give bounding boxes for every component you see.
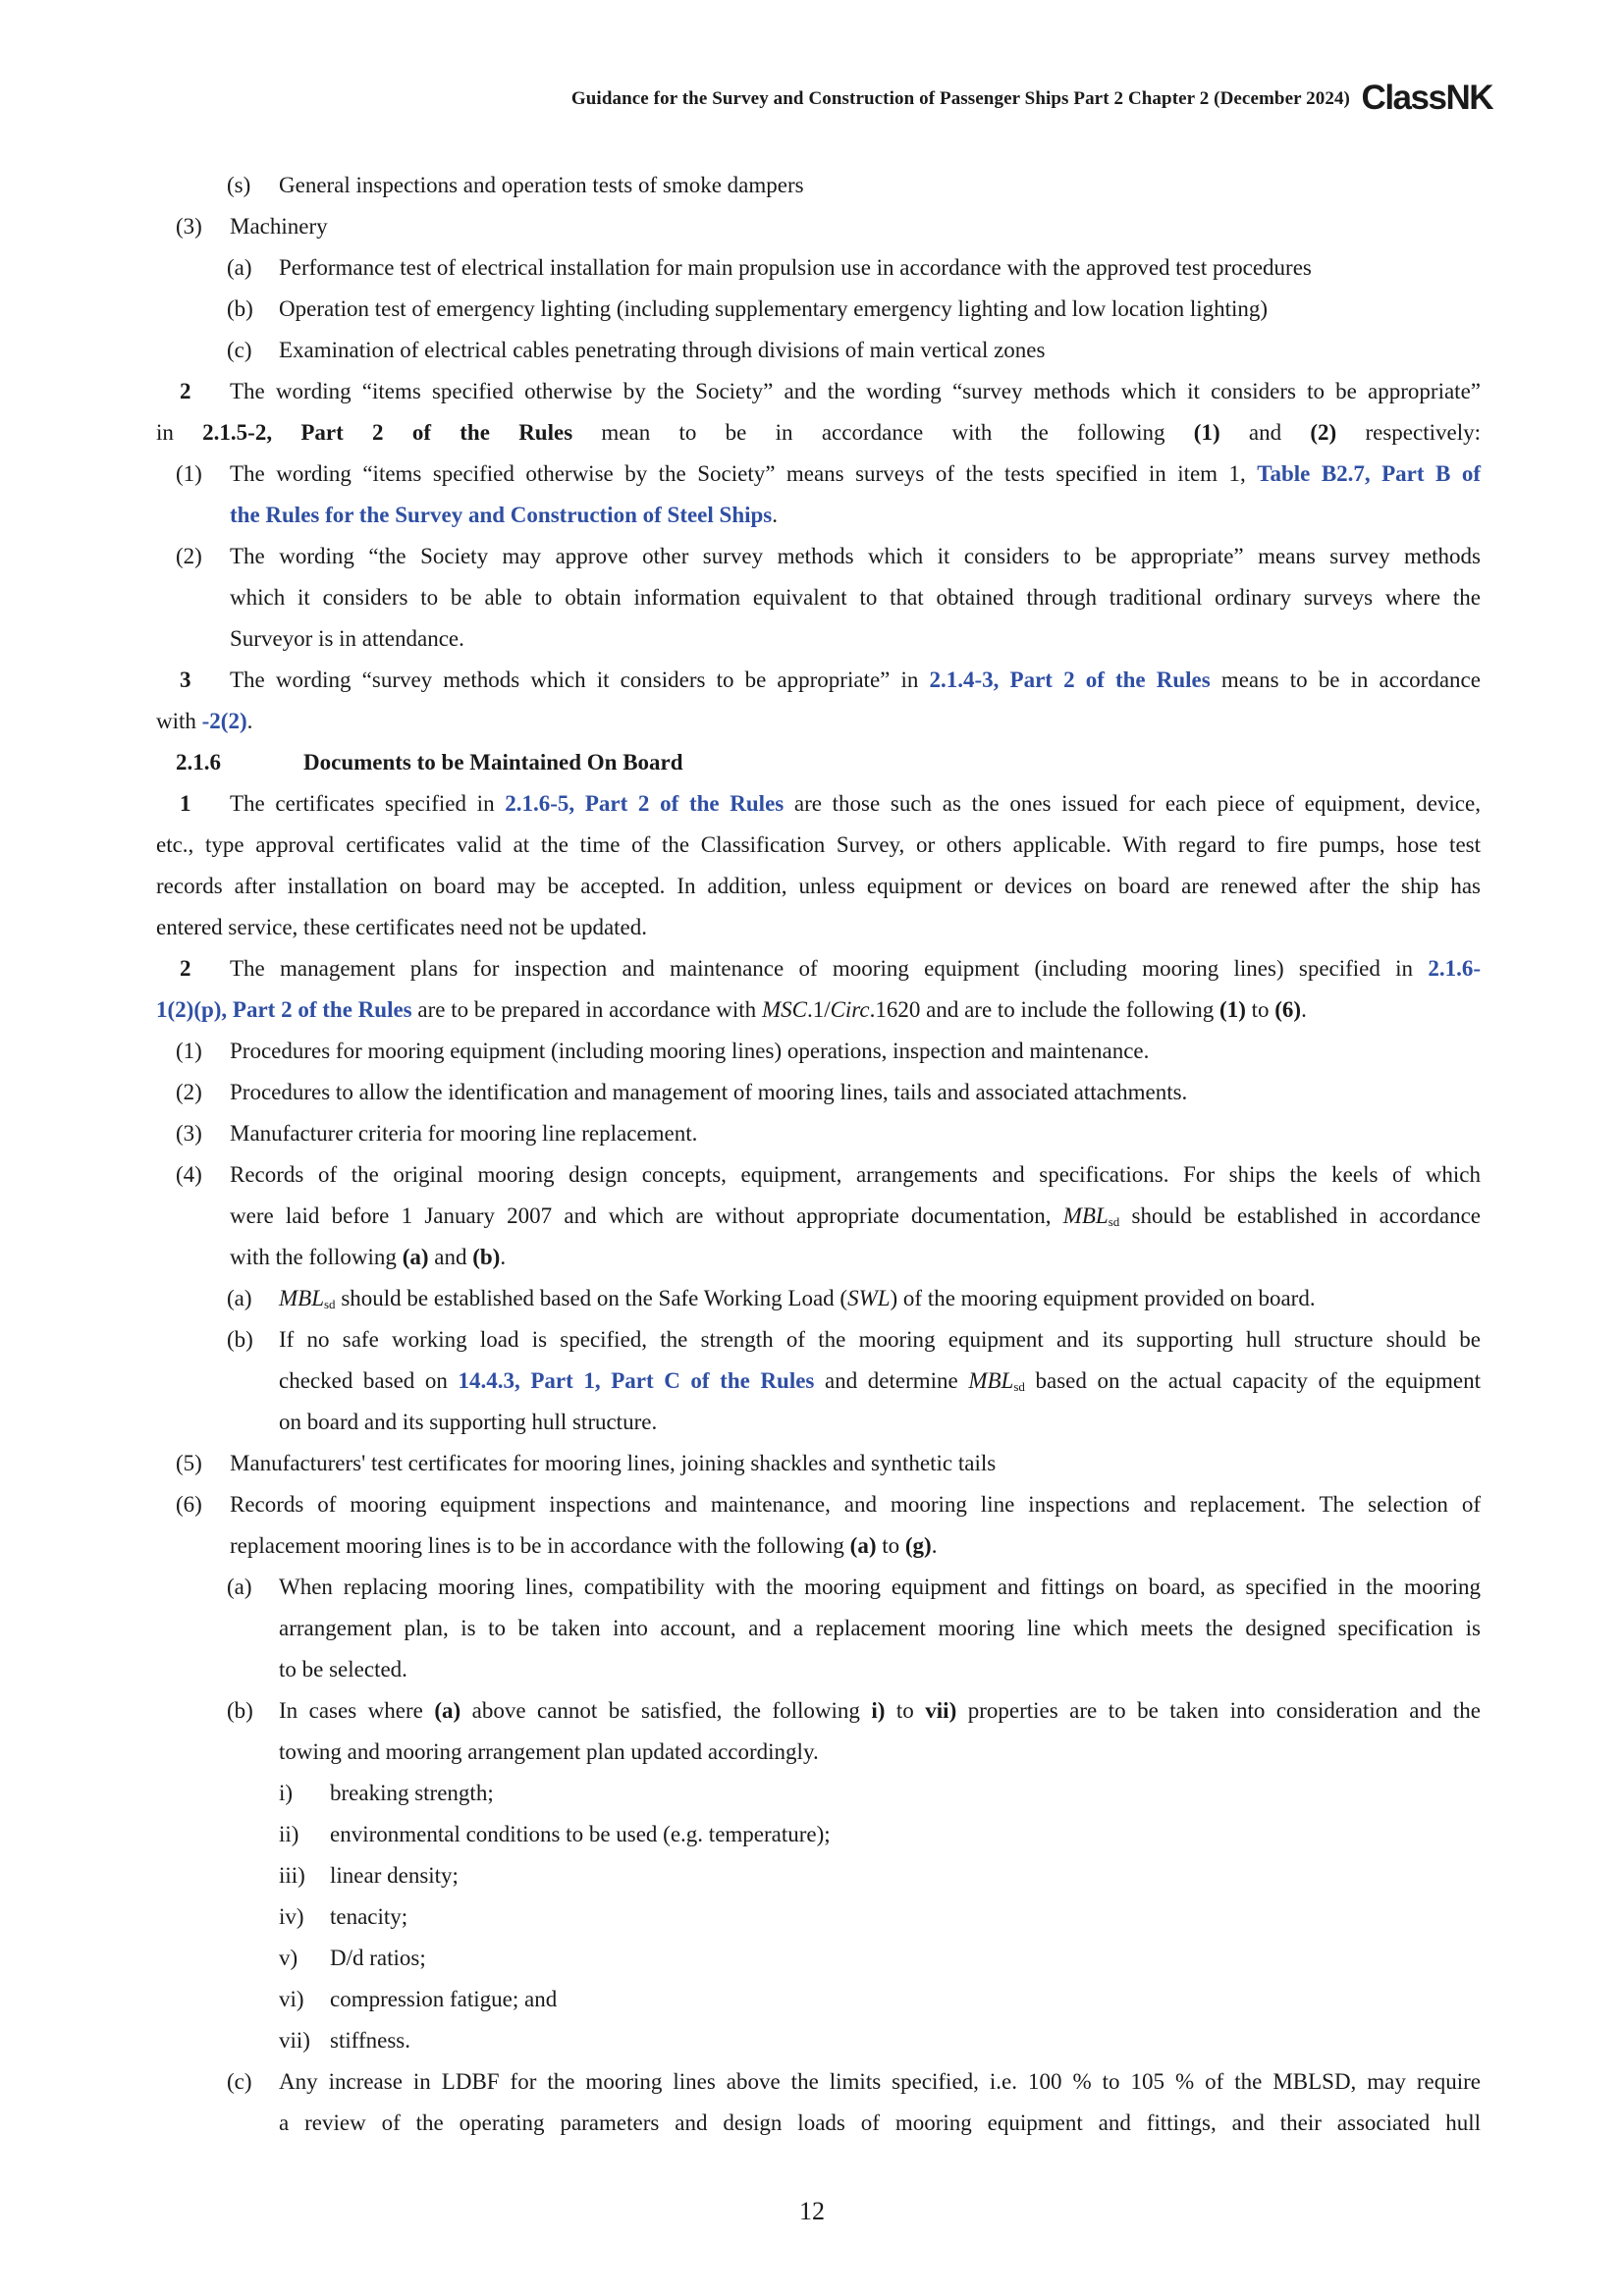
- list-item: [156, 1484, 1481, 1525]
- item-text: Examination of electrical cables penetrating through divisions of main vertical zones: [279, 338, 1046, 362]
- list-item: [156, 206, 1481, 247]
- paragraph-line: [156, 701, 1481, 742]
- bold-ref: vii): [925, 1698, 957, 1723]
- rule-link[interactable]: Table B2.7, Part B of: [1257, 461, 1481, 486]
- item-text: [279, 1361, 1481, 1408]
- list-item: [156, 536, 1481, 577]
- item-marker: (b): [227, 1698, 253, 1723]
- paragraph-text: records after installation on board may be accepted. In addition, unless equipment or devices on board are renewed after the ship has: [156, 874, 1481, 898]
- text-run: mean to be in accordance with the following: [572, 420, 1194, 445]
- text-run: .1/: [806, 997, 831, 1022]
- rule-link[interactable]: the Rules for the Survey and Construction of Steel Ships: [230, 503, 773, 527]
- item-text: Machinery: [230, 214, 328, 239]
- text-run: and: [428, 1245, 473, 1269]
- item-text: Operation test of emergency lighting (including supplementary emergency lighting and low location lighting): [279, 296, 1269, 321]
- list-item-continuation: [156, 1237, 1481, 1278]
- item-text: Performance test of electrical installation for main propulsion use in accordance with the approved test procedures: [279, 255, 1312, 280]
- item-text: environmental conditions to be used (e.g. temperature);: [330, 1822, 831, 1846]
- item-text: [230, 1525, 937, 1567]
- list-item: [156, 1855, 1481, 1896]
- page-header: [412, 79, 1492, 118]
- item-text: The wording “the Society may approve other survey methods which it considers to be appropriate” means survey methods: [230, 544, 1481, 568]
- list-item: [156, 2061, 1481, 2103]
- text-run: are to be prepared in accordance with: [411, 997, 762, 1022]
- text-run: were laid before 1 January 2007 and which are without appropriate documentation,: [230, 1203, 1063, 1228]
- paragraph-number: 3: [180, 667, 191, 692]
- item-marker: (b): [227, 1327, 253, 1352]
- item-text: Surveyor is in attendance.: [230, 626, 464, 651]
- section-title: Documents to be Maintained On Board: [303, 750, 683, 774]
- list-item: [156, 1690, 1481, 1732]
- paragraph-line: [156, 412, 1481, 454]
- item-text: a review of the operating parameters and design loads of mooring equipment and fittings, and their associated hull: [279, 2110, 1481, 2135]
- rule-reference: 2.1.5-2, Part 2 of the Rules: [202, 420, 573, 445]
- item-marker: (3): [176, 1121, 202, 1146]
- italic-run: MBL: [1062, 1203, 1109, 1228]
- list-item: [156, 247, 1481, 289]
- list-item-continuation: [156, 1649, 1481, 1690]
- list-item: [156, 454, 1481, 495]
- paragraph-text: etc., type approval certificates valid at the time of the Classification Survey, or others applicable. With regard to fire pumps, hose test: [156, 832, 1481, 857]
- text-run: in: [156, 420, 203, 445]
- item-marker: iii): [279, 1863, 305, 1888]
- text-run: ) of the mooring equipment provided on board.: [890, 1286, 1316, 1310]
- list-item-continuation: [156, 495, 1481, 536]
- item-text: Records of the original mooring design concepts, equipment, arrangements and specifications. For ships the keels of which: [230, 1162, 1481, 1187]
- item-text: to be selected.: [279, 1657, 407, 1682]
- item-text: towing and mooring arrangement plan updated accordingly.: [279, 1739, 819, 1764]
- item-text: Manufacturers' test certificates for mooring lines, joining shackles and synthetic tails: [230, 1451, 997, 1475]
- item-text: D/d ratios;: [330, 1946, 426, 1970]
- rule-link[interactable]: 1(2)(p), Part 2 of the Rules: [156, 997, 412, 1022]
- item-marker: (1): [176, 461, 202, 486]
- item-text: which it considers to be able to obtain information equivalent to that obtained through traditional ordinary surveys where the: [230, 585, 1481, 610]
- text-run: and determine: [814, 1368, 969, 1393]
- text-run: replacement mooring lines is to be in accordance with the following: [230, 1533, 850, 1558]
- bold-ref: (a): [849, 1533, 877, 1558]
- item-marker: v): [279, 1946, 298, 1970]
- list-item: [156, 1319, 1481, 1361]
- item-marker: (4): [176, 1162, 202, 1187]
- paragraph-number: 2: [180, 956, 191, 981]
- item-text: compression fatigue; and: [330, 1987, 558, 2011]
- text-run: The wording “survey methods which it considers to be appropriate” in: [230, 667, 930, 692]
- item-marker: (2): [176, 1080, 202, 1104]
- italic-run: Circ: [830, 997, 870, 1022]
- list-item-continuation: [156, 1402, 1481, 1443]
- text-run: should be established based on the Safe Working Load (: [335, 1286, 848, 1310]
- section-number: 2.1.6: [176, 750, 221, 774]
- bold-ref: (a): [402, 1245, 429, 1269]
- item-marker: (5): [176, 1451, 202, 1475]
- text-run: based on the actual capacity of the equipment: [1024, 1368, 1481, 1393]
- subscript: sd: [1108, 1214, 1120, 1229]
- item-marker: (s): [227, 173, 251, 197]
- item-text: Any increase in LDBF for the mooring lines above the limits specified, i.e. 100 % to 105 % of the MBLSD, may require: [279, 2069, 1481, 2094]
- text-run: with the following: [230, 1245, 403, 1269]
- paragraph-text: entered service, these certificates need not be updated.: [156, 915, 648, 939]
- text-run: are those such as the ones issued for each piece of equipment, device,: [784, 791, 1481, 816]
- paragraph-text: [230, 783, 1481, 825]
- paragraph-line: [156, 825, 1481, 866]
- list-item: [156, 1896, 1481, 1938]
- text-run: .: [500, 1245, 507, 1269]
- page-number: 12: [799, 2197, 825, 2225]
- text-run: properties are to be taken into consideration and the: [956, 1698, 1482, 1723]
- text-run: In cases where: [279, 1698, 435, 1723]
- item-marker: (c): [227, 2069, 252, 2094]
- item-text: Procedures for mooring equipment (including mooring lines) operations, inspection and maintenance.: [230, 1039, 1150, 1063]
- rule-link[interactable]: 14.4.3, Part 1, Part C of the Rules: [458, 1368, 815, 1393]
- item-text: Manufacturer criteria for mooring line replacement.: [230, 1121, 698, 1146]
- list-item-continuation: [156, 1732, 1481, 1773]
- item-text: arrangement plan, is to be taken into account, and a replacement mooring line which meets the designed specification is: [279, 1616, 1481, 1640]
- paragraph-line: [156, 866, 1481, 907]
- list-item: [156, 289, 1481, 330]
- item-text: [230, 454, 1481, 495]
- subscript: sd: [324, 1297, 336, 1311]
- bold-ref: (a): [434, 1698, 461, 1723]
- paragraph-number: 1: [180, 791, 191, 816]
- list-item: [156, 330, 1481, 371]
- text-run: above cannot be satisfied, the following: [460, 1698, 872, 1723]
- list-item: [156, 1773, 1481, 1814]
- text-run: and: [1219, 420, 1311, 445]
- list-item: [156, 165, 1481, 206]
- paragraph-line: [156, 660, 1481, 701]
- text-run: to: [885, 1698, 926, 1723]
- paragraph-text: [230, 948, 1481, 989]
- item-text: When replacing mooring lines, compatibility with the mooring equipment and fittings on board, as specified in the mooring: [279, 1575, 1481, 1599]
- item-text: breaking strength;: [330, 1781, 494, 1805]
- list-item: [156, 2020, 1481, 2061]
- bold-ref: (2): [1310, 420, 1337, 445]
- list-item: [156, 1278, 1481, 1319]
- item-text: [279, 1278, 1316, 1325]
- italic-run: SWL: [847, 1286, 891, 1310]
- item-text: [230, 1196, 1481, 1243]
- item-text: linear density;: [330, 1863, 459, 1888]
- item-text: If no safe working load is specified, the strength of the mooring equipment and its supporting hull structure should be: [279, 1327, 1481, 1352]
- list-item-continuation: [156, 2103, 1481, 2144]
- paragraph-line: [156, 783, 1481, 825]
- subscript: sd: [1013, 1379, 1025, 1394]
- item-marker: (3): [176, 214, 202, 239]
- text-run: with: [156, 709, 202, 733]
- item-marker: (a): [227, 255, 252, 280]
- item-marker: (2): [176, 544, 202, 568]
- text-run: respectively:: [1336, 420, 1481, 445]
- item-text: [230, 495, 778, 536]
- paragraph-line: [156, 989, 1481, 1031]
- paragraph-number: 2: [180, 379, 191, 403]
- item-marker: i): [279, 1781, 294, 1805]
- text-run: .: [931, 1533, 938, 1558]
- list-item: [156, 1938, 1481, 1979]
- list-item-continuation: [156, 577, 1481, 618]
- item-text: General inspections and operation tests of smoke dampers: [279, 173, 804, 197]
- list-item: [156, 1031, 1481, 1072]
- list-item-continuation: [156, 1525, 1481, 1567]
- item-text: on board and its supporting hull structure.: [279, 1410, 658, 1434]
- bold-ref: (b): [472, 1245, 501, 1269]
- text-run: to: [876, 1533, 905, 1558]
- italic-run: MBL: [968, 1368, 1014, 1393]
- paragraph-line: [156, 907, 1481, 948]
- list-item-continuation: [156, 618, 1481, 660]
- bold-ref: (1): [1193, 420, 1220, 445]
- item-marker: vi): [279, 1987, 304, 2011]
- item-marker: ii): [279, 1822, 299, 1846]
- text-run: checked based on: [279, 1368, 459, 1393]
- item-text: Procedures to allow the identification and management of mooring lines, tails and associated attachments.: [230, 1080, 1188, 1104]
- list-item: [156, 1443, 1481, 1484]
- classnk-logo: ClassNK: [1361, 79, 1492, 117]
- header-title: Guidance for the Survey and Construction of Passenger Ships Part 2 Chapter 2 (December 2024): [570, 88, 1350, 109]
- item-marker: (a): [227, 1286, 252, 1310]
- item-marker: vii): [279, 2028, 310, 2053]
- item-marker: (a): [227, 1575, 252, 1599]
- item-text: [230, 1237, 506, 1278]
- text-run: .1620 and are to include the following: [869, 997, 1220, 1022]
- document-body: [156, 165, 1481, 2144]
- item-text: Records of mooring equipment inspections and maintenance, and mooring line inspections and replacement. The selection of: [230, 1492, 1481, 1517]
- item-marker: (b): [227, 296, 253, 321]
- item-marker: (c): [227, 338, 252, 362]
- bold-ref: (g): [904, 1533, 932, 1558]
- list-item: [156, 1113, 1481, 1154]
- paragraph-line: [156, 371, 1481, 412]
- text-run: .: [246, 709, 253, 733]
- bold-ref: (6): [1274, 997, 1302, 1022]
- text-run: should be established in accordance: [1119, 1203, 1482, 1228]
- paragraph-line: [156, 948, 1481, 989]
- text-run: to: [1245, 997, 1275, 1022]
- rule-link[interactable]: -2(2): [201, 709, 247, 733]
- rule-link[interactable]: 2.1.6-5, Part 2 of the Rules: [505, 791, 785, 816]
- rule-link[interactable]: 2.1.4-3, Part 2 of the Rules: [929, 667, 1211, 692]
- paragraph-text: [156, 701, 252, 742]
- paragraph-text: [230, 660, 1481, 701]
- list-item: [156, 1567, 1481, 1608]
- list-item: [156, 1072, 1481, 1113]
- text-run: .: [1301, 997, 1307, 1022]
- item-text: tenacity;: [330, 1904, 408, 1929]
- list-item: [156, 1979, 1481, 2020]
- item-text: [279, 1690, 1481, 1732]
- text-run: The wording “items specified otherwise by the Society” means surveys of the tests specified in item 1,: [230, 461, 1258, 486]
- list-item: [156, 1154, 1481, 1196]
- list-item-continuation: [156, 1361, 1481, 1402]
- text-run: The certificates specified in: [230, 791, 506, 816]
- italic-run: MBL: [279, 1286, 324, 1310]
- list-item-continuation: [156, 1196, 1481, 1237]
- paragraph-text: [156, 412, 1481, 454]
- bold-ref: i): [871, 1698, 886, 1723]
- item-marker: (1): [176, 1039, 202, 1063]
- list-item: [156, 1814, 1481, 1855]
- paragraph-text: [156, 989, 1307, 1031]
- bold-ref: (1): [1219, 997, 1246, 1022]
- rule-link[interactable]: 2.1.6-: [1428, 956, 1481, 981]
- list-item-continuation: [156, 1608, 1481, 1649]
- italic-run: MSC: [761, 997, 807, 1022]
- section-heading: [156, 742, 1481, 783]
- text-run: means to be in accordance: [1210, 667, 1481, 692]
- text-run: .: [772, 503, 778, 527]
- paragraph-text: The wording “items specified otherwise by the Society” and the wording “survey methods which it considers to be appropriate”: [230, 379, 1481, 403]
- item-text: stiffness.: [330, 2028, 410, 2053]
- item-marker: (6): [176, 1492, 202, 1517]
- text-run: The management plans for inspection and maintenance of mooring equipment (including mooring lines) specified in: [230, 956, 1429, 981]
- item-marker: iv): [279, 1904, 304, 1929]
